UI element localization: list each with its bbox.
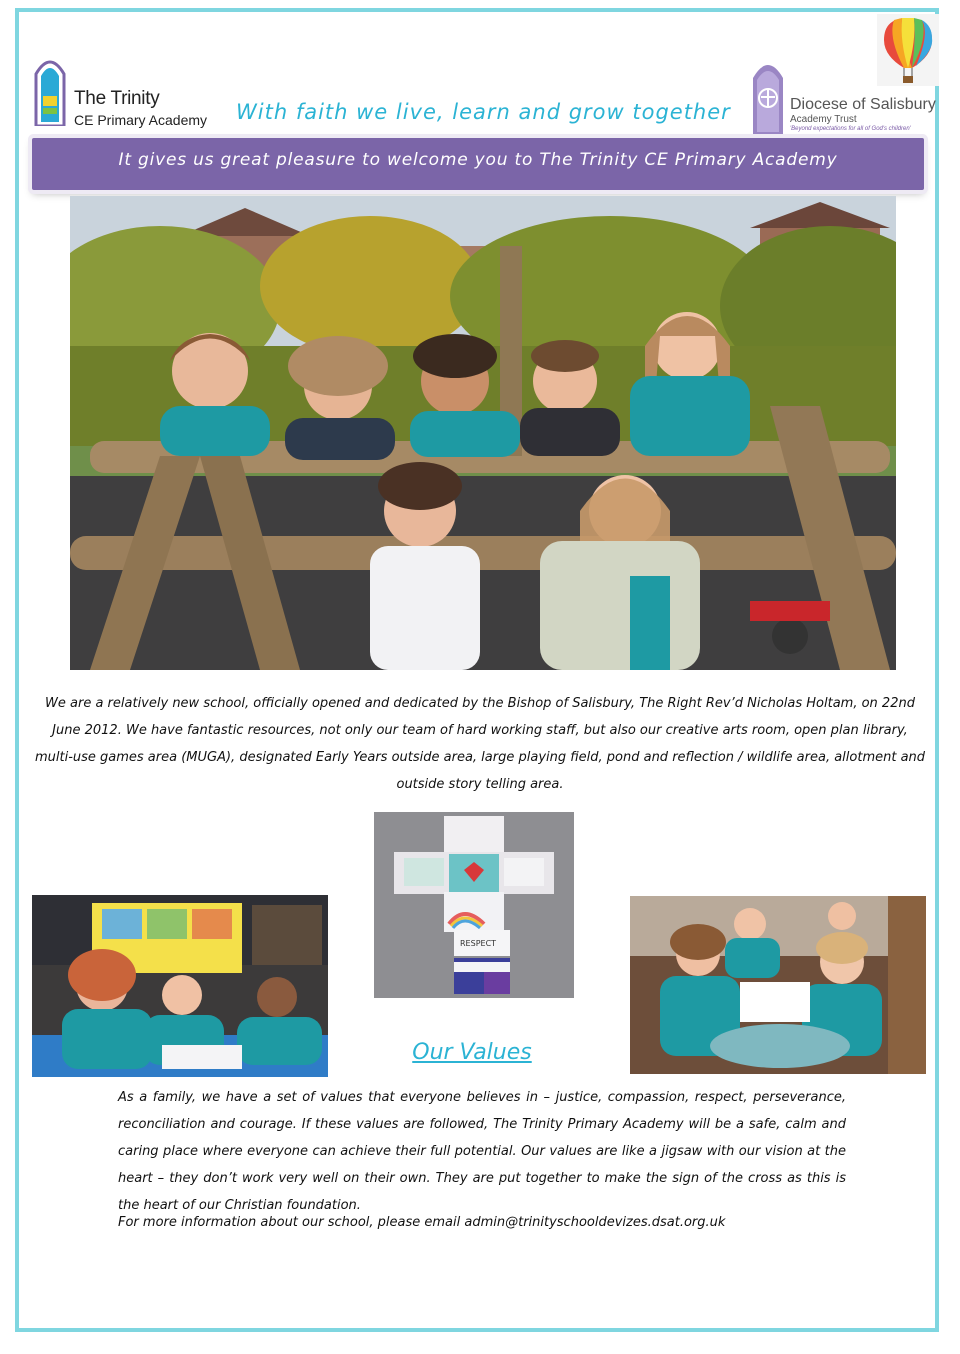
logo-school-subtitle: CE Primary Academy <box>74 112 208 128</box>
welcome-banner-text: It gives us great pleasure to welcome you to The Trinity CE Primary Academy <box>118 150 838 170</box>
trinity-logo <box>34 52 224 132</box>
classroom-photo-right <box>630 896 926 1074</box>
diocese-name: Diocese of Salisbury <box>790 96 936 113</box>
diocese-trust: Academy Trust <box>790 114 857 125</box>
puzzle-respect-word: RESPECT <box>460 939 497 948</box>
logo-school-name: The Trinity <box>74 88 160 109</box>
contact-line: For more information about our school, please email admin@trinityschooldevizes.dsat.org.uk <box>118 1215 726 1230</box>
church-window-icon <box>34 52 66 126</box>
hot-air-balloon-icon <box>877 14 939 86</box>
diocese-cross-icon <box>752 56 784 134</box>
school-motto: With faith we live, learn and grow together <box>236 100 731 124</box>
values-paragraph: As a family, we have a set of values that everyone believes in – justice, compassion, respect, perseverance, reconciliation and courage. If these values are followed, The Trinity Primary Academy will be a safe, calm and caring place where everyone can achieve their full potential. Our values are like a jigsaw with our vision at the heart – they don’t work very well on their own. They are put together to make the sign of the cross as this is the heart of our Christian foundation. <box>118 1090 846 1213</box>
playground-photo <box>70 196 896 670</box>
jigsaw-cross-photo <box>374 812 574 998</box>
welcome-banner <box>32 138 924 190</box>
intro-paragraph: We are a relatively new school, officially opened and dedicated by the Bishop of Salisbury, The Right Rev’d Nicholas Holtam, on 22nd June 2012. We have fantastic resources, not only our team of hard working staff, but also our creative arts room, open plan library, multi-use games area (MUGA), designated Early Years outside area, large playing field, pond and reflection / wildlife area, allotment and outside story telling area. <box>34 696 926 792</box>
classroom-photo-left <box>32 895 328 1077</box>
values-heading: Our Values <box>412 1040 532 1065</box>
diocese-tagline: 'Beyond expectations for all of God's children' <box>790 126 911 132</box>
